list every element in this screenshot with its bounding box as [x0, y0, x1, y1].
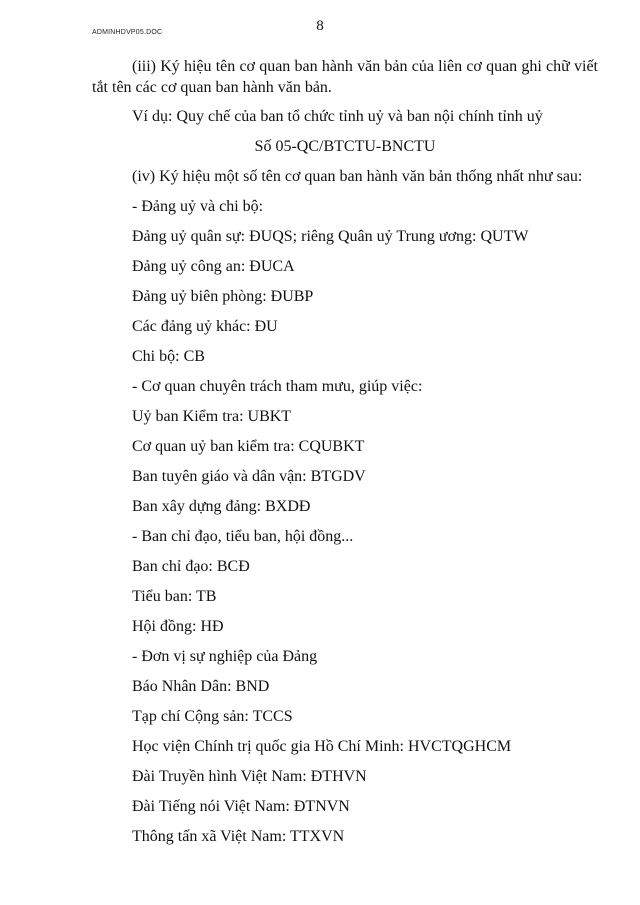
paragraph-iv: (iv) Ký hiệu một số tên cơ quan ban hành văn bản thống nhất như sau: — [132, 168, 583, 185]
list-item: Đảng uỷ biên phòng: ĐUBP — [132, 288, 314, 305]
file-name-header: ADMINHDVP05.DOC — [92, 29, 163, 36]
document-body — [92, 51, 598, 852]
list-heading: - Ban chỉ đạo, tiểu ban, hội đồng... — [132, 528, 354, 545]
list-item: Ban xây dựng đảng: BXDĐ — [132, 498, 311, 515]
list-heading: - Đơn vị sự nghiệp của Đảng — [132, 648, 318, 665]
list-item: Thông tấn xã Việt Nam: TTXVN — [132, 828, 345, 845]
list-item: Đảng uỷ công an: ĐUCA — [132, 258, 295, 275]
list-item: Ban tuyên giáo và dân vận: BTGDV — [132, 468, 366, 485]
list-item: Các đảng uỷ khác: ĐU — [132, 318, 278, 335]
paragraph-iii: (iii) Ký hiệu tên cơ quan ban hành văn bản của liên cơ quan ghi chữ viết tắt tên các cơ quan ban hành văn bản. — [92, 58, 598, 96]
list-item: Học viện Chính trị quốc gia Hồ Chí Minh: HVCTQGHCM — [132, 738, 512, 755]
list-item: Tạp chí Cộng sản: TCCS — [132, 708, 293, 725]
list-item: Cơ quan uỷ ban kiểm tra: CQUBKT — [132, 438, 365, 455]
list-item: Báo Nhân Dân: BND — [132, 678, 270, 695]
list-item: Hội đồng: HĐ — [132, 618, 224, 635]
example-code: Số 05-QC/BTCTU-BNCTU — [254, 138, 436, 155]
list-heading: - Cơ quan chuyên trách tham mưu, giúp việc: — [132, 378, 423, 395]
list-item: Đài Truyền hình Việt Nam: ĐTHVN — [132, 768, 367, 785]
list-item: Ban chỉ đạo: BCĐ — [132, 558, 250, 575]
example-line: Ví dụ: Quy chế của ban tổ chức tỉnh uỷ và ban nội chính tỉnh uỷ — [132, 108, 543, 125]
list-item: Chi bộ: CB — [132, 348, 205, 365]
list-item: Đài Tiếng nói Việt Nam: ĐTNVN — [132, 798, 350, 815]
page-number: 8 — [316, 18, 324, 34]
list-item: Uỷ ban Kiểm tra: UBKT — [132, 408, 292, 425]
list-item: Đảng uỷ quân sự: ĐUQS; riêng Quân uỷ Trung ương: QUTW — [132, 228, 529, 245]
list-item: Tiểu ban: TB — [132, 588, 217, 605]
list-heading: - Đảng uỷ và chi bộ: — [132, 198, 264, 215]
